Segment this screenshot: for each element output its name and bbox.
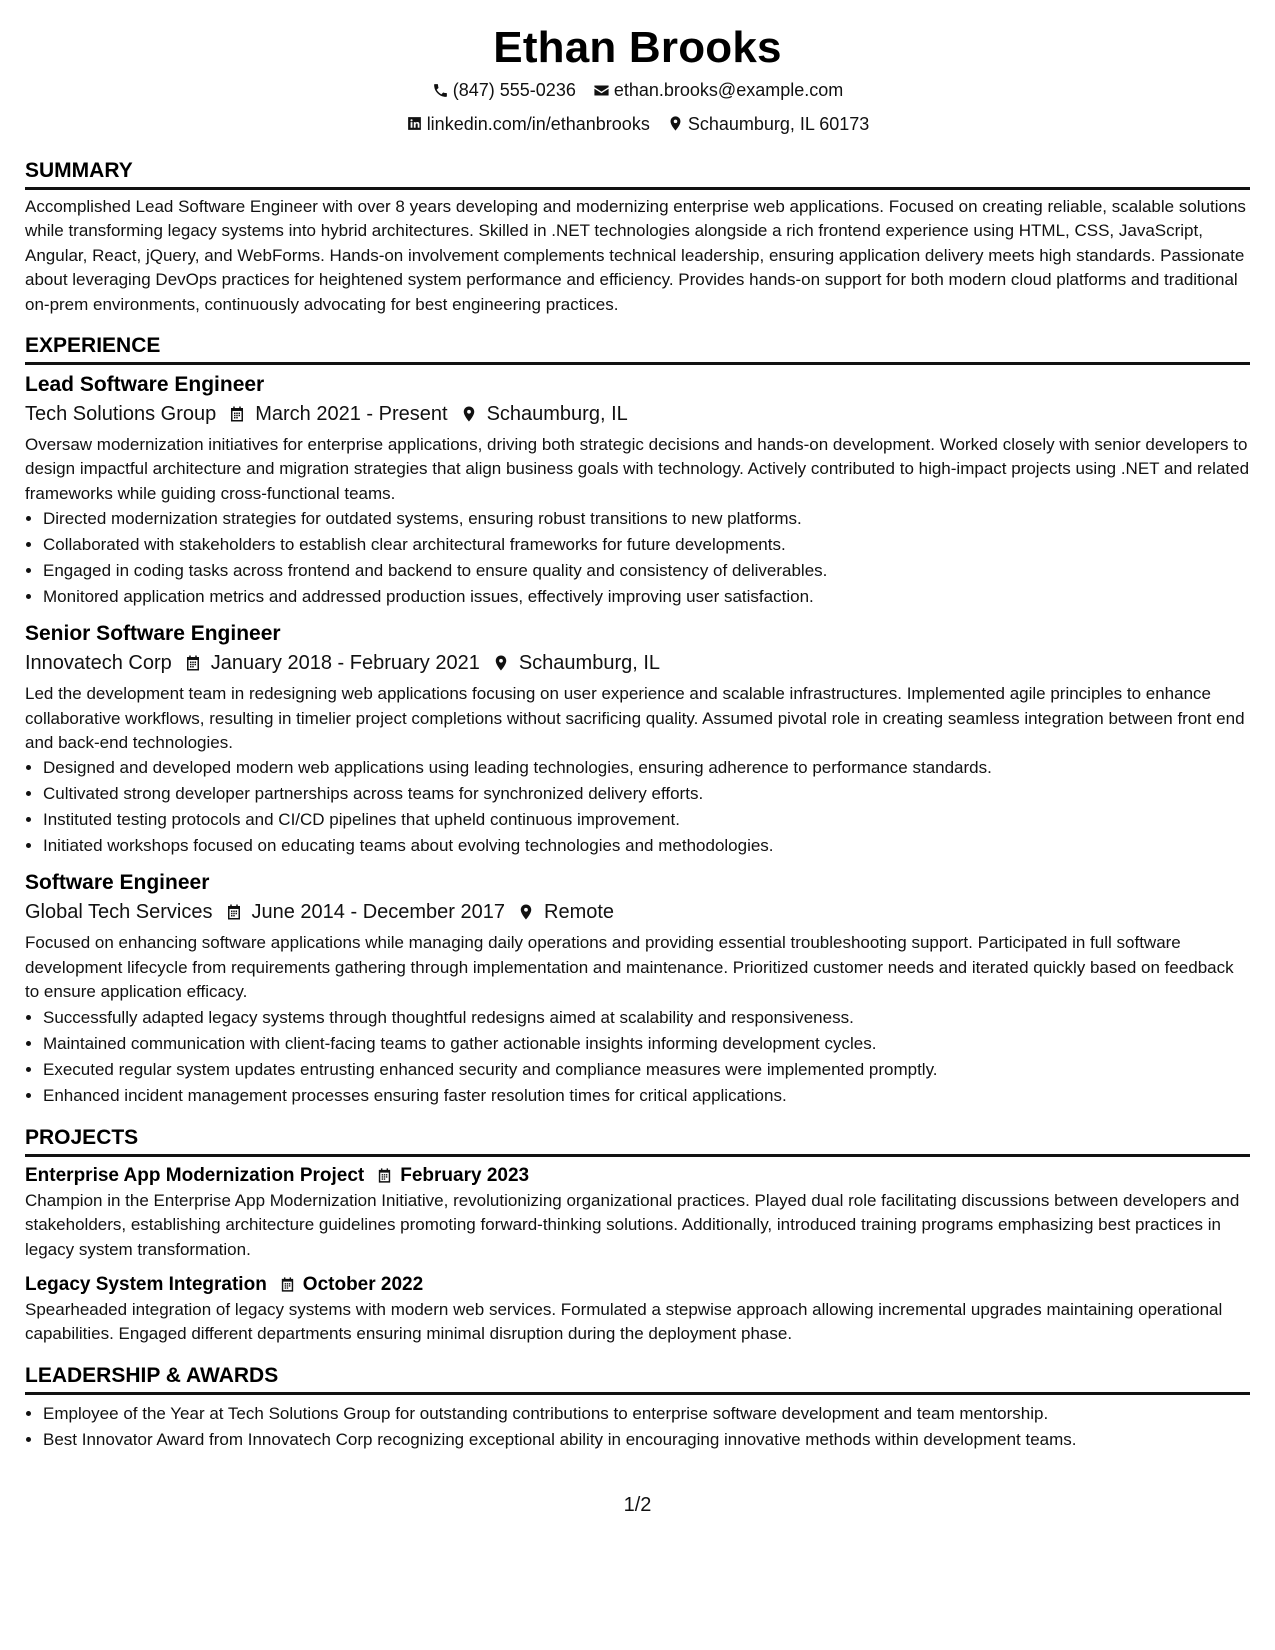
- location-contact: [667, 112, 869, 136]
- list-item: • Initiated workshops focused on educating teams about evolving technologies and methodologies.: [43, 833, 1250, 859]
- list-item: • Cultivated strong developer partnerships across teams for synchronized delivery efforts.: [43, 781, 1250, 807]
- job-dates: January 2018 - February 2021: [210, 652, 480, 675]
- job-bullets: [25, 1005, 1250, 1109]
- job-description: Oversaw modernization initiatives for enterprise applications, driving both strategic decisions and hands-on development. Worked closely with senior developers to design impactful architecture and migration strategies that align business goals with technology. Actively contributed to high-impact projects using .NET and related frameworks while guiding cross-functional teams.: [25, 435, 1250, 503]
- job-meta: [25, 898, 1250, 926]
- leadership-section: [25, 1363, 1250, 1453]
- project-description: Spearheaded integration of legacy systems with modern web services. Formulated a stepwise approach allowing incremental upgrades maintaining operational capabilities. Engaged different departments ensuring minimal disruption during the deployment phase.: [25, 1299, 1223, 1344]
- project-date: October 2022: [302, 1273, 424, 1295]
- list-item: • Employee of the Year at Tech Solutions Group for outstanding contributions to enterprise software development and team mentorship.: [43, 1401, 1250, 1427]
- list-item: • Collaborated with stakeholders to establish clear architectural frameworks for future developments.: [43, 532, 1250, 558]
- phone-contact: [432, 78, 576, 102]
- calendar-icon: [376, 1167, 393, 1184]
- list-item: • Instituted testing protocols and CI/CD pipelines that upheld continuous improvement.: [43, 807, 1250, 833]
- email-text: ethan.brooks@example.com: [613, 80, 844, 100]
- page-number: 1/2: [623, 1494, 652, 1516]
- map-pin-icon: [667, 115, 684, 132]
- contact-row-2: [25, 112, 1250, 139]
- list-item: • Successfully adapted legacy systems through thoughtful redesigns aimed at scalability and responsiveness.: [43, 1005, 1250, 1031]
- summary-heading: SUMMARY: [25, 158, 1250, 190]
- project-name: Legacy System Integration: [25, 1273, 267, 1295]
- list-item: • Enhanced incident management processes ensuring faster resolution times for critical applications.: [43, 1083, 1250, 1109]
- job-title: Lead Software Engineer: [25, 373, 265, 397]
- list-item: • Best Innovator Award from Innovatech Corp recognizing exceptional ability in encouraging innovative methods within development teams.: [43, 1427, 1250, 1453]
- list-item: • Executed regular system updates entrusting enhanced security and compliance measures were implemented promptly.: [43, 1057, 1250, 1083]
- summary-section: [25, 158, 1250, 317]
- project-header: [25, 1163, 1250, 1189]
- list-item: • Monitored application metrics and addressed production issues, effectively improving user satisfaction.: [43, 584, 1250, 610]
- job-company: Global Tech Services: [25, 901, 213, 924]
- job-dates: June 2014 - December 2017: [251, 901, 505, 924]
- map-pin-icon: [492, 654, 510, 672]
- list-item: • Directed modernization strategies for outdated systems, ensuring robust transitions to new platforms.: [43, 506, 1250, 532]
- job-location: Schaumburg, IL: [486, 403, 628, 426]
- linkedin-icon: [406, 115, 423, 132]
- phone-icon: [432, 82, 449, 99]
- experience-section: [25, 333, 1250, 1109]
- project-entry: [25, 1272, 1250, 1347]
- experience-heading: EXPERIENCE: [25, 333, 1250, 365]
- job-description: Focused on enhancing software applications while managing daily operations and providing essential troubleshooting support. Participated in full software development lifecycle from requirements gathering through implementation and maintenance. Prioritized customer needs and iterated quickly based on feedback to ensure application efficacy.: [25, 933, 1234, 1002]
- job-entry: [25, 869, 1250, 1108]
- job-title: Senior Software Engineer: [25, 622, 281, 646]
- list-item: • Designed and developed modern web applications using leading technologies, ensuring adherence to performance standards.: [43, 755, 1250, 781]
- calendar-icon: [228, 405, 246, 423]
- phone-text: (847) 555-0236: [452, 80, 576, 100]
- linkedin-text: linkedin.com/in/ethanbrooks: [426, 113, 650, 134]
- job-location: Remote: [544, 901, 615, 924]
- awards-list: [25, 1401, 1250, 1453]
- job-title: Software Engineer: [25, 871, 210, 895]
- project-date: February 2023: [400, 1164, 530, 1186]
- linkedin-contact[interactable]: [406, 112, 650, 136]
- job-entry: [25, 371, 1250, 610]
- job-meta: [25, 400, 1250, 428]
- resume-page: [25, 0, 1250, 1453]
- map-pin-icon: [460, 405, 478, 423]
- envelope-icon: [593, 82, 610, 99]
- list-item: • Maintained communication with client-facing teams to gather actionable insights informing development cycles.: [43, 1031, 1250, 1057]
- list-item: • Engaged in coding tasks across frontend and backend to ensure quality and consistency of deliverables.: [43, 558, 1250, 584]
- job-company: Tech Solutions Group: [25, 403, 217, 426]
- projects-heading: PROJECTS: [25, 1125, 1250, 1157]
- contact-row-1: [25, 78, 1250, 105]
- calendar-icon: [225, 903, 243, 921]
- job-dates: March 2021 - Present: [255, 403, 448, 426]
- candidate-name: Ethan Brooks: [493, 23, 782, 72]
- job-company: Innovatech Corp: [25, 652, 172, 675]
- project-description: Champion in the Enterprise App Modernization Initiative, revolutionizing organizational practices. Played dual role facilitating discussions between developers and stakeholders, establishing architecture guidelines promoting forward-thinking solutions. Additionally, introduced training programs emphasizing best practices in legacy system transformation.: [25, 1190, 1240, 1259]
- calendar-icon: [184, 654, 202, 672]
- job-meta: [25, 649, 1250, 677]
- project-name: Enterprise App Modernization Project: [25, 1164, 365, 1186]
- calendar-icon: [279, 1276, 296, 1293]
- projects-section: [25, 1125, 1250, 1347]
- job-entry: [25, 620, 1250, 859]
- map-pin-icon: [517, 903, 535, 921]
- project-entry: [25, 1163, 1250, 1262]
- job-description: Led the development team in redesigning web applications focusing on user experience and scalable infrastructures. Implemented agile principles to enhance collaborative workflows, resulting in timelier project completions without sacrificing quality. Assumed pivotal role in creating seamless integration between front end and back-end technologies.: [25, 684, 1245, 753]
- location-text: Schaumburg, IL 60173: [687, 113, 870, 134]
- job-bullets: [25, 755, 1250, 859]
- leadership-heading: LEADERSHIP & AWARDS: [25, 1363, 1250, 1395]
- job-bullets: [25, 506, 1250, 610]
- job-location: Schaumburg, IL: [518, 652, 661, 675]
- email-contact[interactable]: [593, 78, 843, 102]
- summary-text: Accomplished Lead Software Engineer with over 8 years developing and modernizing enterprise web applications. Focused on creating reliable, scalable solutions while transforming legacy systems into hybrid architectures. Skilled in .NET technologies alongside a rich frontend experience using HTML, CSS, JavaScript, Angular, React, jQuery, and WebForms. Hands-on involvement complements technical leadership, ensuring application delivery meets high standards. Passionate about leveraging DevOps practices for heightened system performance and efficiency. Provides hands-on support for both modern cloud platforms and traditional on-prem environments, continuously advocating for best engineering practices.: [25, 197, 1246, 314]
- project-header: [25, 1272, 1250, 1298]
